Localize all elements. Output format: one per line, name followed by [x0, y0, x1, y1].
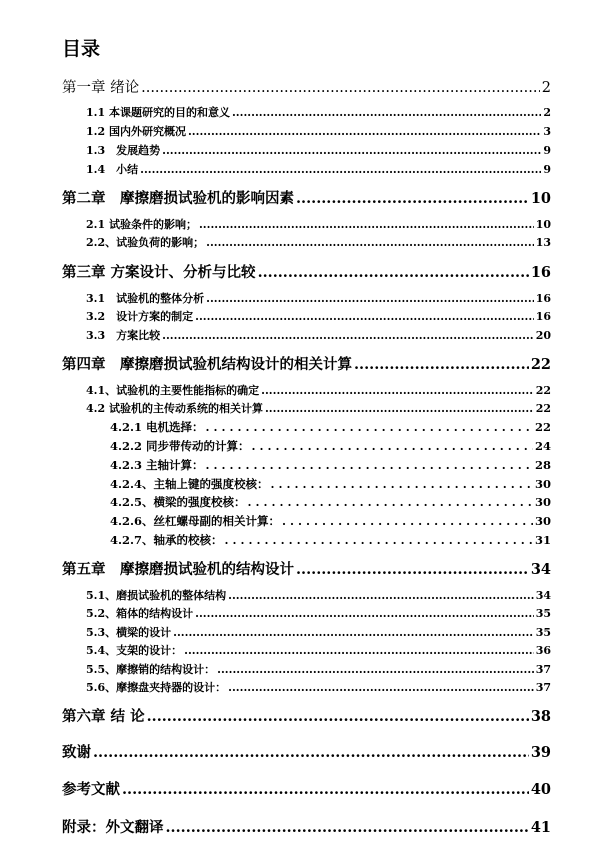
- toc-entry-label: 3.3 方案比较: [86, 329, 161, 342]
- toc-page-number: 16: [530, 264, 551, 281]
- toc-entry-label: 4.2.1 电机选择：: [110, 420, 204, 434]
- dot-leader: [184, 644, 534, 657]
- toc-entry-chapter-3[interactable]: [0, 261, 596, 282]
- dot-leader: [141, 80, 540, 96]
- toc-entry-appendix[interactable]: [0, 816, 596, 837]
- dot-leader: [261, 384, 534, 397]
- toc-entry-chapter-4[interactable]: [0, 353, 596, 374]
- toc-entry-chapter-2[interactable]: [0, 187, 596, 208]
- toc-page-number: 10: [530, 190, 551, 207]
- dot-leader: [258, 264, 529, 281]
- dot-leader: [199, 218, 534, 231]
- toc-entry-section-1-1[interactable]: [0, 104, 596, 120]
- dot-leader: [225, 533, 533, 547]
- toc-page-number: 38: [530, 708, 551, 725]
- toc-entry-label: 第六章 结 论: [62, 708, 145, 725]
- toc-entry-section-2-2[interactable]: [0, 234, 596, 250]
- toc-page-number: 16: [535, 310, 551, 323]
- toc-page-number: 20: [535, 329, 551, 342]
- dot-leader: [265, 402, 534, 415]
- toc-entry-acknowledgements[interactable]: [0, 741, 596, 762]
- toc-entry-label: 4.2 试验机的主传动系统的相关计算: [86, 402, 263, 415]
- toc-page-number: 9: [543, 163, 551, 176]
- dot-leader: [354, 356, 529, 373]
- toc-entry-label: 5.3、横梁的设计: [86, 626, 172, 639]
- toc-page-number: 10: [535, 218, 551, 231]
- toc-entry-section-3-3[interactable]: [0, 327, 596, 343]
- toc-entry-section-5-5[interactable]: [0, 661, 596, 677]
- toc-entry-subsection-4-2-5[interactable]: [0, 494, 596, 510]
- toc-entry-label: 5.5、摩擦销的结构设计：: [86, 663, 216, 676]
- toc-entry-label: 4.2.4、主轴上键的强度校核：: [110, 477, 269, 491]
- dot-leader: [206, 458, 533, 472]
- toc-entry-label: 4.2.2 同步带传动的计算：: [110, 439, 250, 453]
- toc-page-number: 34: [535, 589, 551, 602]
- toc-entry-section-4-2[interactable]: [0, 400, 596, 416]
- dot-leader: [248, 495, 533, 509]
- toc-entry-subsection-4-2-2[interactable]: [0, 438, 596, 454]
- toc-entry-label: 1.1 本课题研究的目的和意义: [86, 106, 230, 119]
- toc-page-number: 22: [534, 420, 551, 434]
- toc-page-number: 30: [534, 514, 551, 528]
- toc-entry-label: 参考文献: [62, 781, 120, 798]
- toc-entry-label: 4.2.6、丝杠螺母副的相关计算：: [110, 514, 281, 528]
- dot-leader: [93, 744, 529, 761]
- toc-entry-section-5-1[interactable]: [0, 587, 596, 603]
- toc-entry-label: 致谢: [62, 744, 91, 761]
- dot-leader: [206, 420, 533, 434]
- toc-page-number: 24: [534, 439, 551, 453]
- toc-page-number: 40: [530, 781, 551, 798]
- toc-entry-label: 5.4、支架的设计：: [86, 644, 183, 657]
- toc-page-number: 2: [541, 80, 551, 96]
- toc-entry-label: 第二章 摩擦磨损试验机的影响因素: [62, 190, 294, 207]
- toc-page-number: 13: [535, 236, 551, 249]
- dot-leader: [271, 477, 533, 491]
- dot-leader: [296, 190, 529, 207]
- toc-entry-section-3-1[interactable]: [0, 290, 596, 306]
- dot-leader: [162, 144, 541, 157]
- toc-entry-label: 第一章 绪论: [62, 80, 140, 96]
- toc-entry-label: 1.3 发展趋势: [86, 144, 161, 157]
- dot-leader: [147, 708, 529, 725]
- toc-entry-chapter-5[interactable]: [0, 558, 596, 579]
- toc-entry-section-1-2[interactable]: [0, 123, 596, 139]
- dot-leader: [252, 439, 533, 453]
- dot-leader: [122, 781, 529, 798]
- toc-page-number: 9: [543, 144, 551, 157]
- dot-leader: [140, 163, 541, 176]
- dot-leader: [217, 663, 534, 676]
- toc-entry-subsection-4-2-3[interactable]: [0, 457, 596, 473]
- dot-leader: [195, 310, 534, 323]
- toc-entry-label: 1.4 小结: [86, 163, 139, 176]
- toc-page-number: 37: [535, 681, 551, 694]
- toc-page-number: 41: [530, 819, 551, 836]
- toc-title: 目录: [62, 38, 101, 60]
- toc-page-number: 22: [535, 384, 551, 397]
- toc-entry-label: 2.2、试验负荷的影响；: [86, 236, 205, 249]
- toc-entry-subsection-4-2-7[interactable]: [0, 532, 596, 548]
- toc-entry-label: 5.2、箱体的结构设计: [86, 607, 194, 620]
- dot-leader: [228, 681, 534, 694]
- toc-entry-subsection-4-2-4[interactable]: [0, 476, 596, 492]
- toc-entry-label: 3.2 设计方案的制定: [86, 310, 194, 323]
- toc-entry-subsection-4-2-1[interactable]: [0, 419, 596, 435]
- toc-page-number: 30: [534, 495, 551, 509]
- toc-entry-label: 4.2.3 主轴计算：: [110, 458, 204, 472]
- toc-page-number: 35: [535, 626, 551, 639]
- toc-entry-section-4-1[interactable]: [0, 382, 596, 398]
- dot-leader: [195, 607, 534, 620]
- toc-entry-chapter-1[interactable]: [0, 76, 596, 97]
- dot-leader: [173, 626, 534, 639]
- toc-entry-section-5-6[interactable]: [0, 679, 596, 695]
- toc-page-number: 16: [535, 292, 551, 305]
- toc-entry-label: 4.2.7、轴承的校核：: [110, 533, 223, 547]
- toc-entry-label: 第三章 方案设计、分析与比较: [62, 264, 256, 281]
- dot-leader: [228, 589, 534, 602]
- toc-page-number: 35: [535, 607, 551, 620]
- toc-entry-label: 4.1、试验机的主要性能指标的确定: [86, 384, 260, 397]
- toc-page-number: 22: [535, 402, 551, 415]
- toc-page-number: 22: [530, 356, 551, 373]
- toc-entry-chapter-6[interactable]: [0, 705, 596, 726]
- toc-page-number: 30: [534, 477, 551, 491]
- toc-page-number: 31: [534, 533, 551, 547]
- toc-entry-label: 5.6、摩擦盘夹持器的设计：: [86, 681, 227, 694]
- dot-leader: [188, 125, 541, 138]
- toc-entry-label: 4.2.5、横梁的强度校核：: [110, 495, 246, 509]
- toc-entry-label: 第五章 摩擦磨损试验机的结构设计: [62, 561, 294, 578]
- toc-entry-label: 附录：外文翻译: [62, 819, 164, 836]
- toc-page-number: 36: [535, 644, 551, 657]
- toc-entry-section-5-2[interactable]: [0, 605, 596, 621]
- toc-entry-label: 3.1 试验机的整体分析: [86, 292, 205, 305]
- toc-entry-section-5-4[interactable]: [0, 642, 596, 658]
- dot-leader: [232, 106, 541, 119]
- dot-leader: [296, 561, 529, 578]
- dot-leader: [162, 329, 534, 342]
- toc-entry-section-2-1[interactable]: [0, 216, 596, 232]
- toc-page-number: 28: [534, 458, 551, 472]
- toc-entry-section-3-2[interactable]: [0, 308, 596, 324]
- toc-entry-label: 第四章 摩擦磨损试验机结构设计的相关计算: [62, 356, 352, 373]
- toc-entry-label: 1.2 国内外研究概况: [86, 125, 186, 138]
- toc-entry-section-1-4[interactable]: [0, 161, 596, 177]
- toc-entry-references[interactable]: [0, 778, 596, 799]
- dot-leader: [282, 514, 533, 528]
- toc-page-number: 37: [535, 663, 551, 676]
- dot-leader: [206, 292, 534, 305]
- dot-leader: [166, 819, 529, 836]
- toc-entry-label: 5.1、磨损试验机的整体结构: [86, 589, 227, 602]
- toc-entry-section-1-3[interactable]: [0, 142, 596, 158]
- toc-entry-section-5-3[interactable]: [0, 624, 596, 640]
- toc-entry-subsection-4-2-6[interactable]: [0, 513, 596, 529]
- toc-page-number: 3: [543, 125, 551, 138]
- toc-page-number: 39: [530, 744, 551, 761]
- toc-entry-label: 2.1 试验条件的影响；: [86, 218, 197, 231]
- dot-leader: [206, 236, 534, 249]
- toc-page-number: 34: [530, 561, 551, 578]
- toc-page-number: 2: [543, 106, 551, 119]
